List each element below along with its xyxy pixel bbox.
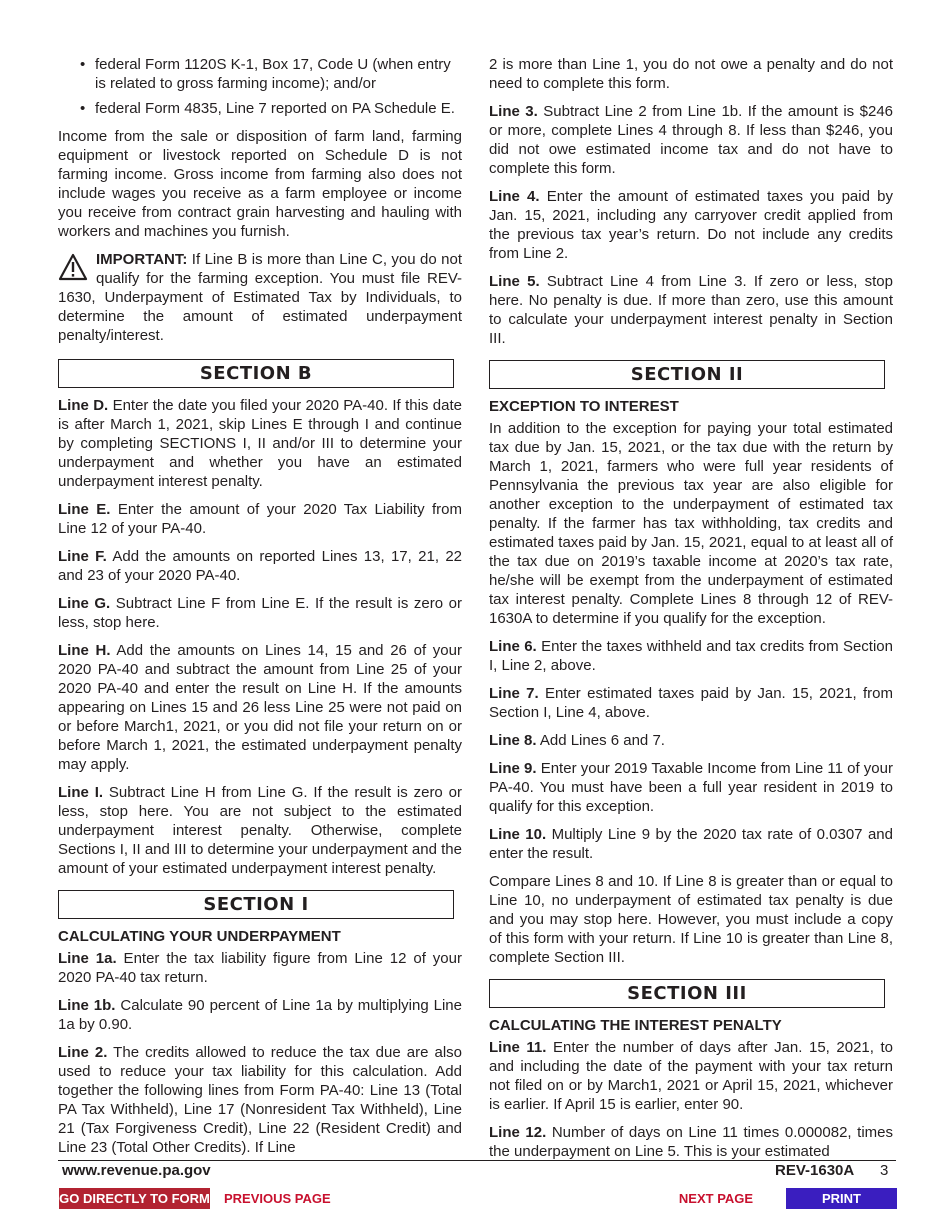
important-label: IMPORTANT: bbox=[96, 251, 188, 268]
line-text: Subtract Line H from Line G. If the result is zero or less, stop here. You are not subject to the estimated underpayment interest penalty. Otherwise, complete Sections I, II and III to determine your underpayment and the amount of your estimated underpayment interest penalty. bbox=[58, 784, 462, 877]
line-3-instruction bbox=[489, 102, 893, 178]
line-label: Line E. bbox=[58, 501, 111, 518]
line-text: The credits allowed to reduce the tax due are also used to reduce your tax liability for this calculation. Add together the following lines from Form PA-40: Line 13 (Total PA Tax Withheld), Line 17 (Nonresident Tax Withheld), Line 21 (Tax Forgiveness Credit), Line 22 (Resident Credit) and Line 23 (Total Other Credits). If Line bbox=[58, 1044, 462, 1156]
line-text: Enter the amount of your 2020 Tax Liability from Line 12 of your PA-40. bbox=[58, 501, 462, 537]
line-text: Subtract Line 4 from Line 3. If zero or less, stop here. No penalty is due. If more than zero, use this amount to calculate your underpayment interest penalty in Section III. bbox=[489, 273, 893, 347]
line-label: Line 8. bbox=[489, 732, 537, 749]
farming-income-sources-list bbox=[58, 55, 462, 118]
line-label: Line G. bbox=[58, 595, 111, 612]
line-g-instruction bbox=[58, 594, 462, 632]
line-text: Multiply Line 9 by the 2020 tax rate of 0.0307 and enter the result. bbox=[489, 826, 893, 862]
footer-website: www.revenue.pa.gov bbox=[62, 1162, 211, 1179]
compare-note: Compare Lines 8 and 10. If Line 8 is greater than or equal to Line 10, no underpayment of estimated tax penalty is due and you may stop here. However, you must include a copy of this form with your return. If Line 10 is greater than Line 8, complete Section III. bbox=[489, 873, 893, 966]
line-text: Enter estimated taxes paid by Jan. 15, 2021, from Section I, Line 4, above. bbox=[489, 685, 894, 721]
line-1b-instruction bbox=[58, 996, 462, 1034]
line-2-instruction bbox=[58, 1043, 462, 1157]
line-label: Line 5. bbox=[489, 273, 540, 290]
line-label: Line 3. bbox=[489, 103, 538, 120]
line-f-instruction bbox=[58, 547, 462, 585]
line-text: Calculate 90 percent of Line 1a by multiplying Line 1a by 0.90. bbox=[58, 997, 462, 1033]
section-ii-intro: In addition to the exception for paying your total estimated tax due by Jan. 15, 2021, or the tax due with the return by March 1, 2021, farmers who were full year residents of Pennsylvania the previous tax year are also eligible for another exception to the underpayment of estimated tax penalty. If the farmer has tax withholding, tax credits and estimated taxes paid by Jan. 15, 2021, equal to at least all of the tax due on 2019’s taxable income at 2020’s tax rate, he/she will be exempt from the underpayment of estimated tax interest penalty. Complete Lines 8 through 12 of REV-1630A to determine if you qualify for the exception. bbox=[489, 420, 893, 627]
line-i-instruction bbox=[58, 783, 462, 878]
next-page-button[interactable]: NEXT PAGE bbox=[678, 1191, 754, 1206]
line-label: Line H. bbox=[58, 642, 111, 659]
previous-page-button[interactable]: PREVIOUS PAGE bbox=[224, 1191, 331, 1206]
line-text: Subtract Line 2 from Line 1b. If the amount is $246 or more, complete Lines 4 through 8. If less than $246, you did not owe estimated income tax and do not have to complete this form. bbox=[489, 103, 894, 177]
line-text: Enter your 2019 Taxable Income from Line 11 of your PA-40. You must have been a full year resident in 2019 to qualify for this exception. bbox=[489, 760, 893, 815]
line-label: Line F. bbox=[58, 548, 107, 565]
line-text: Enter the number of days after Jan. 15, 2021, to and including the date of the payment with your tax return not filed on or by March1, 2021 or April 15, 2021, whichever is earlier. If April 15 is earlier, enter 90. bbox=[489, 1039, 893, 1113]
line-label: Line 2. bbox=[58, 1044, 108, 1061]
line-e-instruction bbox=[58, 500, 462, 538]
line-text: Enter the date you filed your 2020 PA-40. If this date is after March 1, 2021, skip Lines E through I and continue by completing SECTIONS I, II and/or III to determine your underpayment and whether you have an estimated underpayment interest penalty. bbox=[58, 397, 462, 490]
line-label: Line 11. bbox=[489, 1039, 547, 1056]
line-4-instruction bbox=[489, 187, 893, 263]
print-button[interactable]: PRINT bbox=[786, 1188, 897, 1209]
line-10-instruction bbox=[489, 825, 893, 863]
line-5-instruction bbox=[489, 272, 893, 348]
section-i-subheading: CALCULATING YOUR UNDERPAYMENT bbox=[58, 928, 341, 945]
important-notice bbox=[58, 250, 462, 345]
line-7-instruction bbox=[489, 684, 893, 722]
line-label: Line D. bbox=[58, 397, 109, 414]
left-column bbox=[58, 55, 462, 1166]
go-directly-to-form-button[interactable]: GO DIRECTLY TO FORM bbox=[59, 1188, 210, 1209]
line-text: Add the amounts on Lines 14, 15 and 26 of your 2020 PA-40 and subtract the amount from Line 25 of your 2020 PA-40 and enter the result on Line H. If the amounts appearing on Lines 15 and 26 less Line 25 were not paid on or before March1, 2021, or you did not file your return on or before March 1, 2021, the estimated underpayment penalty may apply. bbox=[58, 642, 462, 773]
line-label: Line 6. bbox=[489, 638, 537, 655]
line-label: Line 12. bbox=[489, 1124, 547, 1141]
line-2-continued: 2 is more than Line 1, you do not owe a penalty and do not need to complete this form. bbox=[489, 56, 893, 92]
list-item: • federal Form 1120S K-1, Box 17, Code U (when entry is related to gross farming income); and/or bbox=[58, 55, 462, 93]
line-text: Number of days on Line 11 times 0.000082, times the underpayment on Line 5. This is your estimated bbox=[489, 1124, 893, 1160]
line-text: Enter the tax liability figure from Line 12 of your 2020 PA-40 tax return. bbox=[58, 950, 462, 986]
line-8-instruction bbox=[489, 731, 893, 750]
line-11-instruction bbox=[489, 1038, 893, 1114]
line-text: Enter the taxes withheld and tax credits from Section I, Line 2, above. bbox=[489, 638, 893, 674]
line-text: Enter the amount of estimated taxes you paid by Jan. 15, 2021, including any carryover credit applied from the previous tax year’s return. Do not include any credits from Line 2. bbox=[489, 188, 893, 262]
section-ii-heading: SECTION II bbox=[489, 360, 885, 389]
line-label: Line 1b. bbox=[58, 997, 116, 1014]
section-iii-subheading: CALCULATING THE INTEREST PENALTY bbox=[489, 1017, 782, 1034]
footer-form-number: REV-1630A bbox=[775, 1162, 855, 1179]
section-b-heading: SECTION B bbox=[58, 359, 454, 388]
section-iii-heading: SECTION III bbox=[489, 979, 885, 1008]
line-label: Line I. bbox=[58, 784, 104, 801]
right-column bbox=[489, 55, 893, 1170]
line-label: Line 9. bbox=[489, 760, 537, 777]
line-h-instruction bbox=[58, 641, 462, 774]
important-text: If Line B is more than Line C, you do not qualify for the farming exception. You must file REV-1630, Underpayment of Estimated Tax by Individuals, to determine the amount of estimated underpayment penalty/interest. bbox=[58, 251, 462, 344]
section-ii-subheading: EXCEPTION TO INTEREST bbox=[489, 398, 679, 415]
line-label: Line 4. bbox=[489, 188, 540, 205]
line-d-instruction bbox=[58, 396, 462, 491]
line-label: Line 7. bbox=[489, 685, 539, 702]
line-text: Subtract Line F from Line E. If the result is zero or less, stop here. bbox=[58, 595, 462, 631]
section-i-heading: SECTION I bbox=[58, 890, 454, 919]
page-number: 3 bbox=[880, 1162, 889, 1179]
list-item: • federal Form 4835, Line 7 reported on PA Schedule E. bbox=[58, 99, 462, 118]
footer-divider bbox=[58, 1160, 896, 1161]
line-12-instruction bbox=[489, 1123, 893, 1161]
line-6-instruction bbox=[489, 637, 893, 675]
line-text: Add Lines 6 and 7. bbox=[536, 732, 665, 749]
warning-icon bbox=[58, 253, 88, 281]
farming-income-note: Income from the sale or disposition of farm land, farming equipment or livestock reported on Schedule D is not farming income. Gross income from farming also does not include wages you receive as a farm employee or income you receive from contract grain harvesting and hauling with workers and machines you furnish. bbox=[58, 128, 462, 240]
line-label: Line 10. bbox=[489, 826, 547, 843]
line-label: Line 1a. bbox=[58, 950, 117, 967]
line-text: Add the amounts on reported Lines 13, 17, 21, 22 and 23 of your 2020 PA-40. bbox=[58, 548, 463, 584]
line-9-instruction bbox=[489, 759, 893, 816]
line-1a-instruction bbox=[58, 949, 462, 987]
